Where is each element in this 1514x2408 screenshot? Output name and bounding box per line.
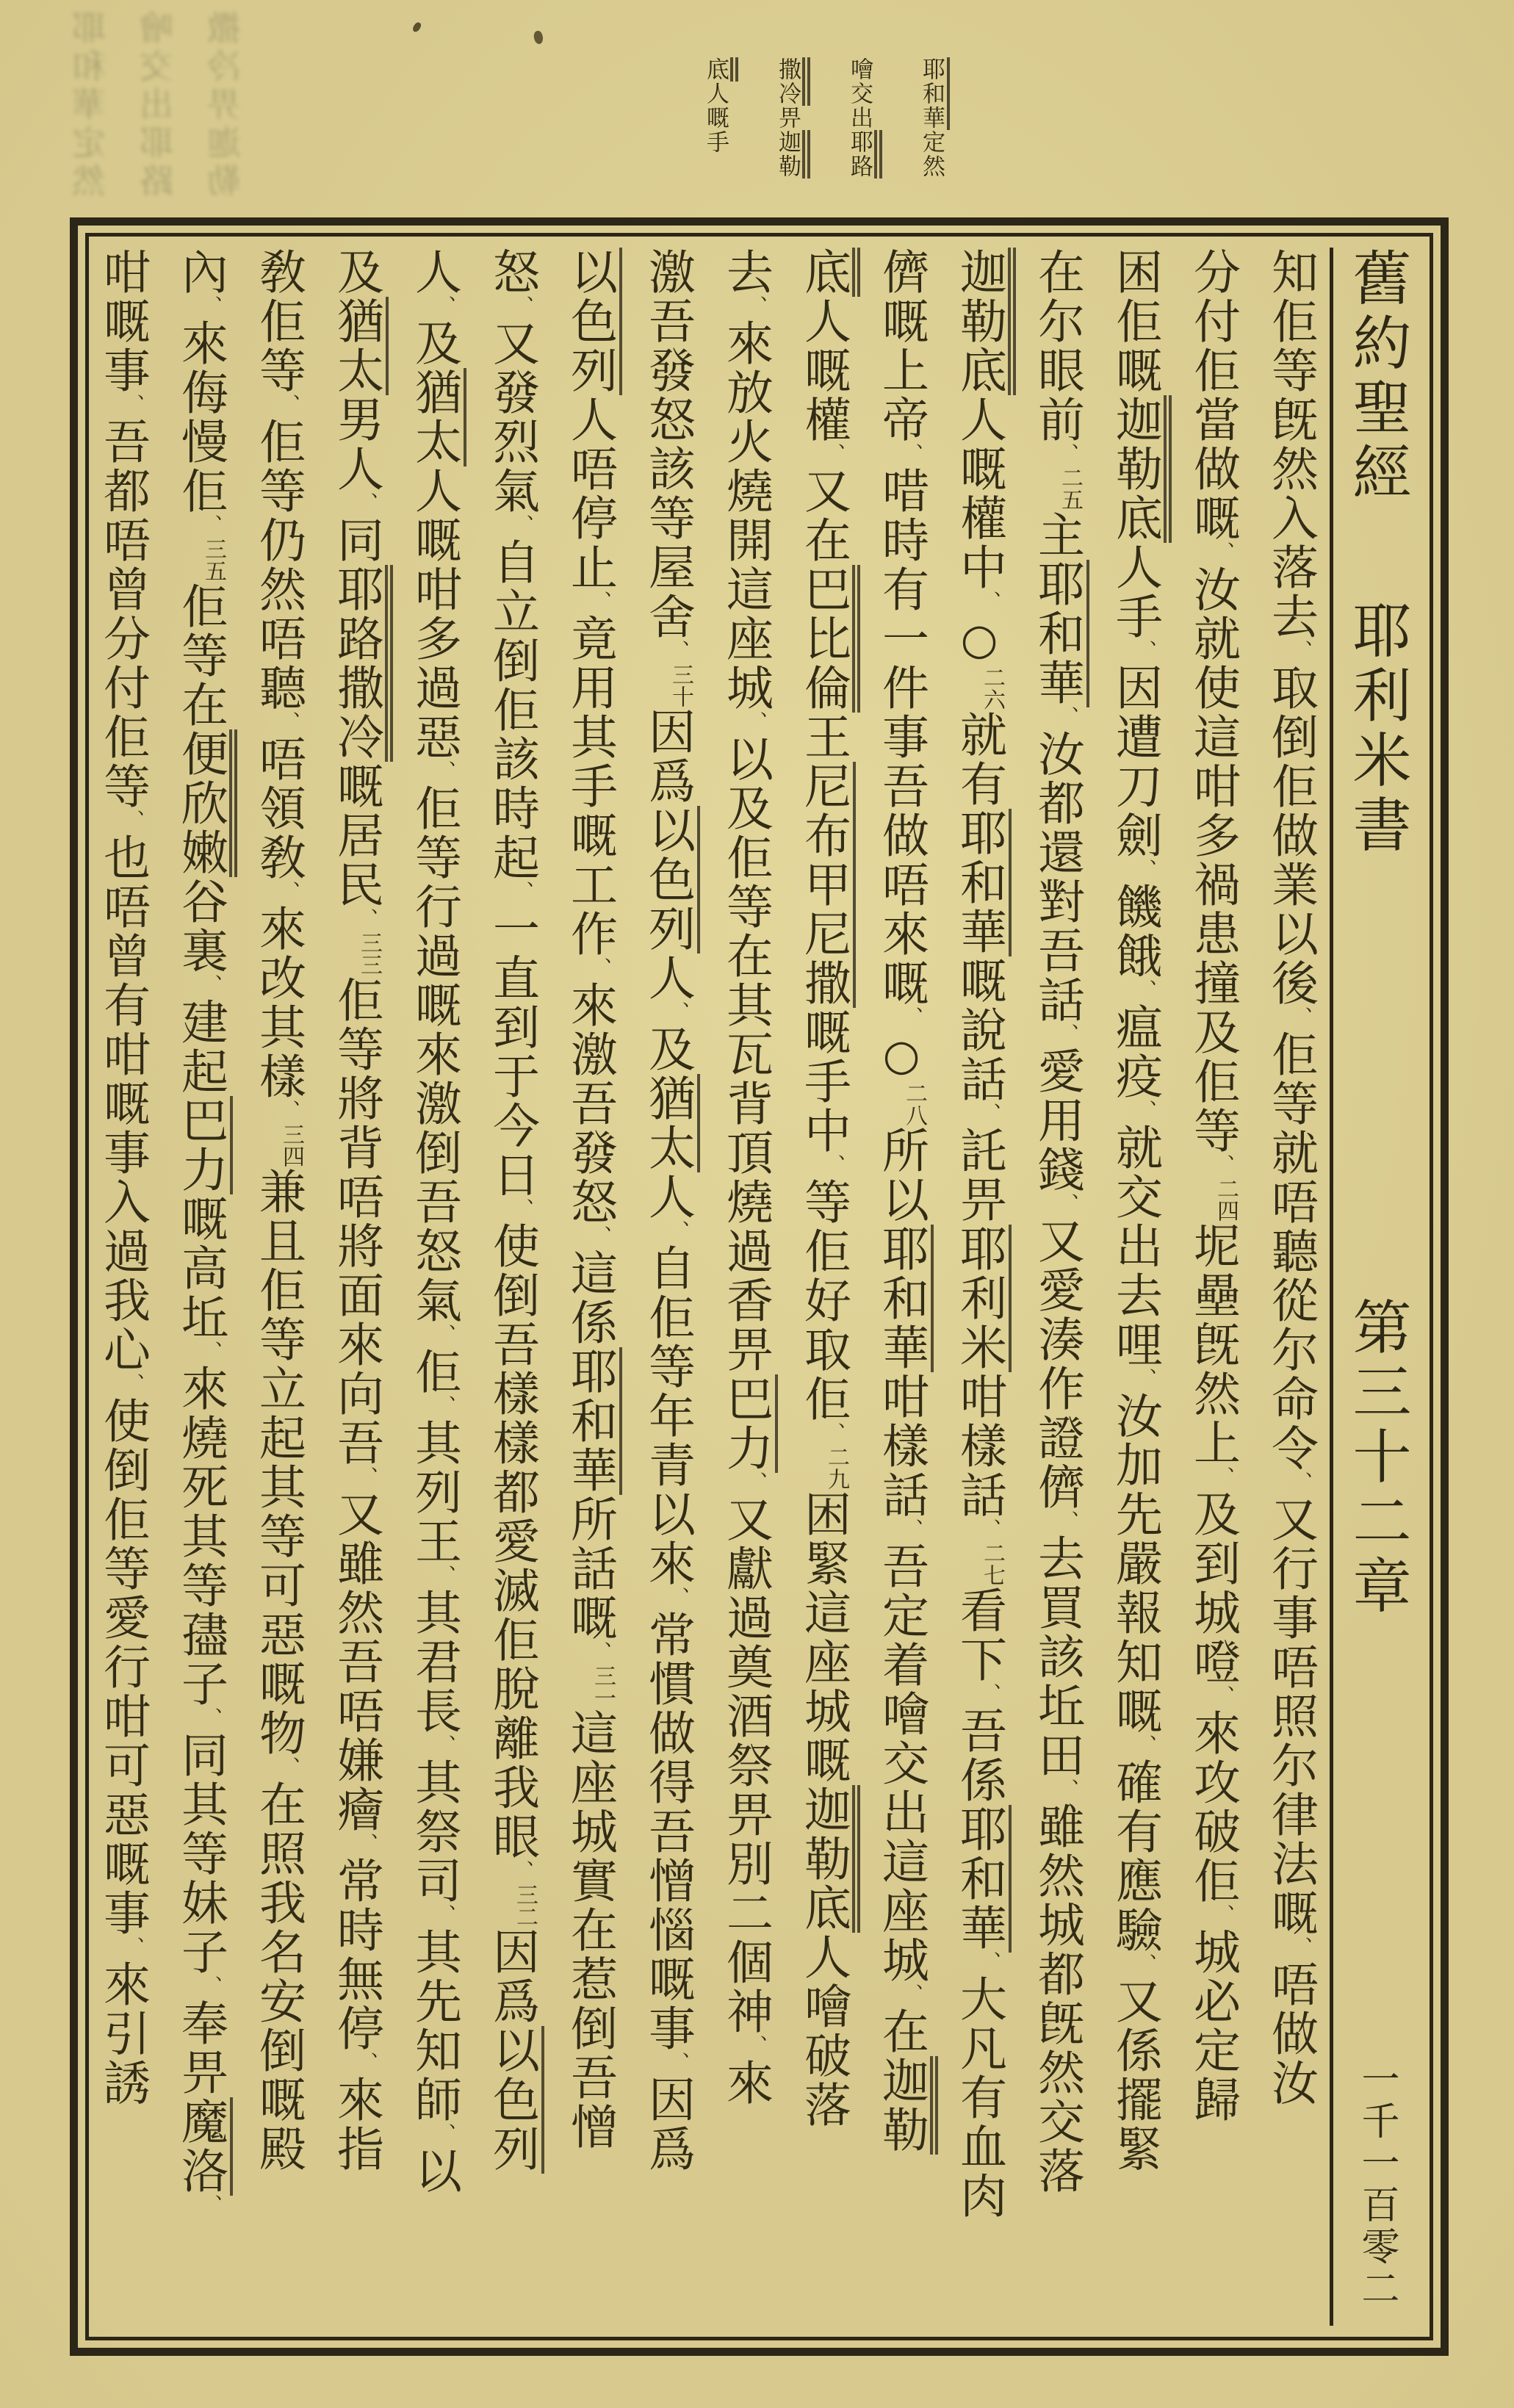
ideographic-comma: 、 [666, 2052, 689, 2074]
running-head-column: 耶和華定然 [895, 57, 967, 193]
ideographic-comma: 、 [1211, 1154, 1234, 1176]
ideographic-comma: 、 [588, 1225, 611, 1247]
ideographic-comma: 、 [355, 2052, 378, 2074]
verse-number: 三一 [590, 1665, 616, 1709]
ideographic-comma: 、 [1289, 1471, 1312, 1493]
ideographic-comma: 、 [1133, 640, 1156, 662]
body-text-column: 在尔眼前、二五主耶和華、汝都還對吾話、愛用錢、又愛湊作證儕、去買該坵田、雖然城都旣然交落 [1018, 248, 1096, 2326]
ideographic-comma: 、 [121, 1373, 144, 1395]
person-name-mark: 猶太 [407, 368, 466, 466]
ideographic-comma: 、 [588, 1641, 611, 1663]
ideographic-comma: 、 [277, 881, 300, 903]
title-column [1330, 248, 1420, 2326]
page-border-frame [70, 217, 1449, 2356]
ideographic-comma: 、 [277, 1100, 300, 1122]
ideographic-comma: 、 [511, 1860, 533, 1882]
ideographic-comma: 、 [199, 2194, 222, 2216]
ideographic-comma: 、 [822, 1154, 845, 1176]
ideographic-comma: 、 [1056, 706, 1078, 728]
person-name-mark: 耶和華 [874, 1225, 934, 1372]
ideographic-comma: 、 [433, 295, 455, 317]
ideographic-comma: 、 [1133, 979, 1156, 1001]
person-name-mark: 耶和華 [952, 1805, 1012, 1953]
ideographic-comma: 、 [900, 1983, 923, 2005]
ideographic-comma: 、 [900, 443, 923, 465]
ideographic-comma: 、 [121, 394, 144, 416]
place-name-mark: 迦勒底 [1108, 395, 1172, 543]
ideographic-comma: 、 [121, 810, 144, 832]
ideographic-comma: 、 [1289, 640, 1312, 662]
ideographic-comma: 、 [199, 1341, 222, 1363]
person-name-mark: 耶和華 [952, 809, 1012, 956]
ideographic-comma: 、 [978, 591, 1001, 613]
ideographic-comma: 、 [978, 1103, 1001, 1125]
ink-speck [533, 30, 544, 45]
page-inner-frame [85, 233, 1433, 2340]
place-name-mark: 耶路撒冷 [329, 565, 393, 762]
ideographic-comma: 、 [978, 1518, 1001, 1540]
spacer [1376, 506, 1377, 600]
verse-number: 二九 [823, 1446, 849, 1490]
ideographic-comma: 、 [666, 1220, 689, 1242]
ideographic-comma: 、 [511, 514, 533, 536]
ideographic-comma: 、 [744, 295, 767, 317]
person-name-mark: 魔洛 [173, 2097, 233, 2196]
ideographic-comma: 、 [1211, 1904, 1234, 1926]
body-text-column: 以色列人唔停止、竟用其手嘅工作、來激吾發怒、這係耶和華所話嘅、三一這座城實在惹倒吾憎 [551, 248, 629, 2326]
place-name-mark: 迦勒底 [796, 1785, 860, 1933]
ideographic-comma: 、 [355, 1833, 378, 1855]
ideographic-comma: 、 [744, 1471, 767, 1493]
body-text-column: 底人嘅權、又在巴比倫王尼布甲尼撒嘅手中、等佢好取佢、二九困緊這座城嘅迦勒底人噲破落 [785, 248, 862, 2326]
place-name-mark: 迦勒 [874, 2056, 938, 2155]
place-name-mark: 耶路 [846, 130, 882, 179]
book-title: 耶利米書 [1343, 600, 1411, 859]
person-name-mark: 尼布甲尼撒 [796, 762, 856, 1008]
ideographic-comma: 、 [1056, 1778, 1078, 1800]
place-name-mark: 巴比倫 [796, 565, 860, 713]
verse-number: 三二 [512, 1883, 538, 1928]
verse-number: 三三 [356, 931, 382, 976]
ideographic-comma: 、 [199, 1707, 222, 1729]
ideographic-comma: 、 [1056, 1023, 1078, 1045]
bleed-through-stamp [57, 10, 311, 231]
ideographic-comma: 、 [822, 1422, 845, 1444]
verse-number: 三五 [201, 538, 226, 582]
ideographic-comma: 、 [978, 1683, 1001, 1705]
body-text-column: 內、來侮慢佢、三五佢等在便欣嫩谷裏、建起巴力嘅高坵、來燒死其等孻子、同其等妹子、奉畀魔洛、 [162, 248, 239, 2326]
place-name-mark: 撒冷 [774, 57, 810, 106]
running-head-column: 噲交出耶路 [823, 57, 895, 193]
running-head-column: 撒冷畀迦勒 [751, 57, 823, 193]
ideographic-comma: 、 [277, 1756, 300, 1778]
ideographic-comma: 、 [199, 1975, 222, 1997]
work-title: 舊約聖經 [1343, 248, 1411, 506]
body-text-column: 去、來放火燒開這座城、以及佢等在其瓦背頂燒過香畀巴力、又獻過奠酒祭畀別二個神、來 [707, 248, 785, 2326]
person-name-mark: 耶和華 [1030, 560, 1089, 707]
ideographic-comma: 、 [433, 1395, 455, 1417]
section-circle: ○ [954, 614, 1004, 666]
ideographic-comma: 、 [433, 1734, 455, 1756]
body-text-column: 知佢等旣然入落去、取倒佢做業以後、佢等就唔聽從尔命令、又行事唔照尔律法嘅、唔做汝 [1264, 248, 1318, 2108]
ideographic-comma: 、 [666, 1587, 689, 1609]
ideographic-comma: 、 [355, 908, 378, 930]
chapter-heading: 第三十二章 [1343, 1297, 1411, 1620]
ideographic-comma: 、 [978, 1951, 1001, 1973]
verse-number: 二七 [979, 1542, 1005, 1586]
ideographic-comma: 、 [355, 492, 378, 514]
ideographic-comma: 、 [433, 1904, 455, 1926]
place-name-mark: 迦勒底 [952, 248, 1016, 395]
ideographic-comma: 、 [355, 1466, 378, 1488]
bleed-through-column: 耶和華定然 [71, 10, 111, 201]
ideographic-comma: 、 [1211, 541, 1234, 563]
ideographic-comma: 、 [121, 1936, 144, 1958]
spacer [1376, 1620, 1377, 2059]
ideographic-comma: 、 [1133, 1734, 1156, 1756]
verse-number: 三十 [668, 663, 693, 707]
verse-number: 二八 [901, 1082, 927, 1126]
person-name-mark: 猶太 [329, 297, 389, 395]
body-text-column: 激吾發怒該等屋舍、三十因爲以色列人、及猶太人、自佢等年青以來、常慣做得吾憎惱嘅事、因爲 [629, 248, 707, 2326]
ideographic-comma: 、 [1133, 1953, 1156, 1975]
ideographic-comma: 、 [588, 591, 611, 613]
body-text-column: 迦勒底人嘅權中、○二六就有耶和華嘅說話、託畀耶利米咁樣話、二七看下、吾係耶和華、大凡有血肉 [940, 248, 1018, 2326]
ideographic-comma: 、 [1133, 1100, 1156, 1122]
ideographic-comma: 、 [1211, 1685, 1234, 1707]
ideographic-comma: 、 [277, 711, 300, 733]
ideographic-comma: 、 [1056, 443, 1078, 465]
ideographic-comma: 、 [900, 1006, 923, 1028]
ideographic-comma: 、 [1056, 1193, 1078, 1215]
section-circle: ○ [876, 1030, 926, 1082]
verse-number: 二四 [1213, 1178, 1239, 1222]
verse-number: 二五 [1057, 466, 1083, 511]
person-name-mark: 巴力 [718, 1374, 778, 1473]
ideographic-comma: 、 [744, 2035, 767, 2057]
body-text-column: 困佢嘅迦勒底人手、因遭刀劍、饑餓、瘟疫、就交出去哩、汝加先嚴報知嘅、確有應驗、又係擺緊 [1096, 248, 1174, 2326]
bleed-through-column: 撒冷畀迦勒 [206, 10, 246, 201]
ideographic-comma: 、 [199, 514, 222, 536]
running-head-column: 底人嘅手 [680, 57, 751, 193]
person-name-mark: 以色列 [563, 248, 622, 395]
ink-speck [411, 21, 422, 34]
ideographic-comma: 、 [1289, 1936, 1312, 1958]
ideographic-comma: 、 [666, 1001, 689, 1023]
page-number: 一千一百零二 [1355, 2059, 1399, 2310]
ideographic-comma: 、 [199, 974, 222, 996]
body-text-column: 及猶太男人、同耶路撒冷嘅居民、三三佢等將背唔將面來向吾、又雖然吾唔嫌癐、常時無停、來指 [317, 248, 395, 2326]
ideographic-comma: 、 [511, 1198, 533, 1220]
body-text-column: 咁嘅事、吾都唔曾分付佢等、也唔曾有咁嘅事入過我心、使倒佢等愛行咁可惡嘅事、來引誘 [95, 248, 150, 2108]
person-name-mark: 耶利米 [952, 1225, 1012, 1372]
place-name-mark: 便欣嫩 [173, 729, 237, 877]
ideographic-comma: 、 [433, 760, 455, 782]
ideographic-comma: 、 [1056, 1510, 1078, 1532]
running-head-note [680, 57, 967, 193]
ideographic-comma: 、 [744, 711, 767, 733]
body-text-column: 分付佢當做嘅、汝就使這咁多禍患撞及佢等、二四坭壘旣然上、及到城噔、來攻破佢、城必定歸 [1186, 248, 1240, 2124]
place-name-mark: 底 [702, 57, 738, 82]
person-name-mark: 巴力 [173, 1096, 233, 1194]
person-name-mark: 猶太 [641, 1074, 700, 1172]
spacer [1376, 859, 1377, 1297]
ideographic-comma: 、 [277, 394, 300, 416]
ideographic-comma: 、 [666, 640, 689, 662]
person-name-mark: 以色列 [485, 2026, 544, 2174]
body-text-column: 怒、又發烈氣、自立倒佢該時起、一直到于今日、使倒吾樣樣都愛滅佢脫離我眼、三二因爲以色列 [473, 248, 551, 2326]
ideographic-comma: 、 [588, 957, 611, 979]
ideographic-comma: 、 [822, 443, 845, 465]
place-name-mark: 底 [796, 248, 860, 297]
ideographic-comma: 、 [1289, 1006, 1312, 1028]
bleed-through-column: 噲交出耶路 [139, 10, 179, 201]
ideographic-comma: 、 [199, 295, 222, 317]
ideographic-comma: 、 [433, 2123, 455, 2145]
person-name-mark: 以色列 [641, 806, 700, 954]
body-text-column: 敎佢等、佢等仍然唔聽、唔領敎、來改其樣、三四兼且佢等立起其等可惡嘅物、在照我名安倒嘅殿 [251, 248, 306, 2174]
ideographic-comma: 、 [1133, 859, 1156, 881]
ideographic-comma: 、 [1211, 1466, 1234, 1488]
ideographic-comma: 、 [511, 881, 533, 903]
ideographic-comma: 、 [1133, 1368, 1156, 1390]
ideographic-comma: 、 [433, 1324, 455, 1346]
person-name-mark: 耶和華 [563, 1347, 622, 1495]
person-name-mark: 耶和華 [918, 57, 950, 130]
ideographic-comma: 、 [511, 295, 533, 317]
page-content [95, 248, 1420, 2326]
body-text-column: 人、及猶太人嘅咁多過惡、佢等行過嘅來激倒吾怒氣、佢、其列王、其君長、其祭司、其先知師、以 [395, 248, 473, 2326]
place-name-mark: 迦勒 [774, 130, 810, 179]
verse-number: 二六 [979, 666, 1005, 710]
verse-number: 三四 [278, 1123, 304, 1167]
body-text-column: 儕嘅上帝、唶時有一件事吾做唔來嘅、○二八所以耶和華咁樣話、吾定着噲交出這座城、在迦勒 [862, 248, 940, 2326]
ideographic-comma: 、 [900, 1518, 923, 1540]
ideographic-comma: 、 [433, 1565, 455, 1587]
